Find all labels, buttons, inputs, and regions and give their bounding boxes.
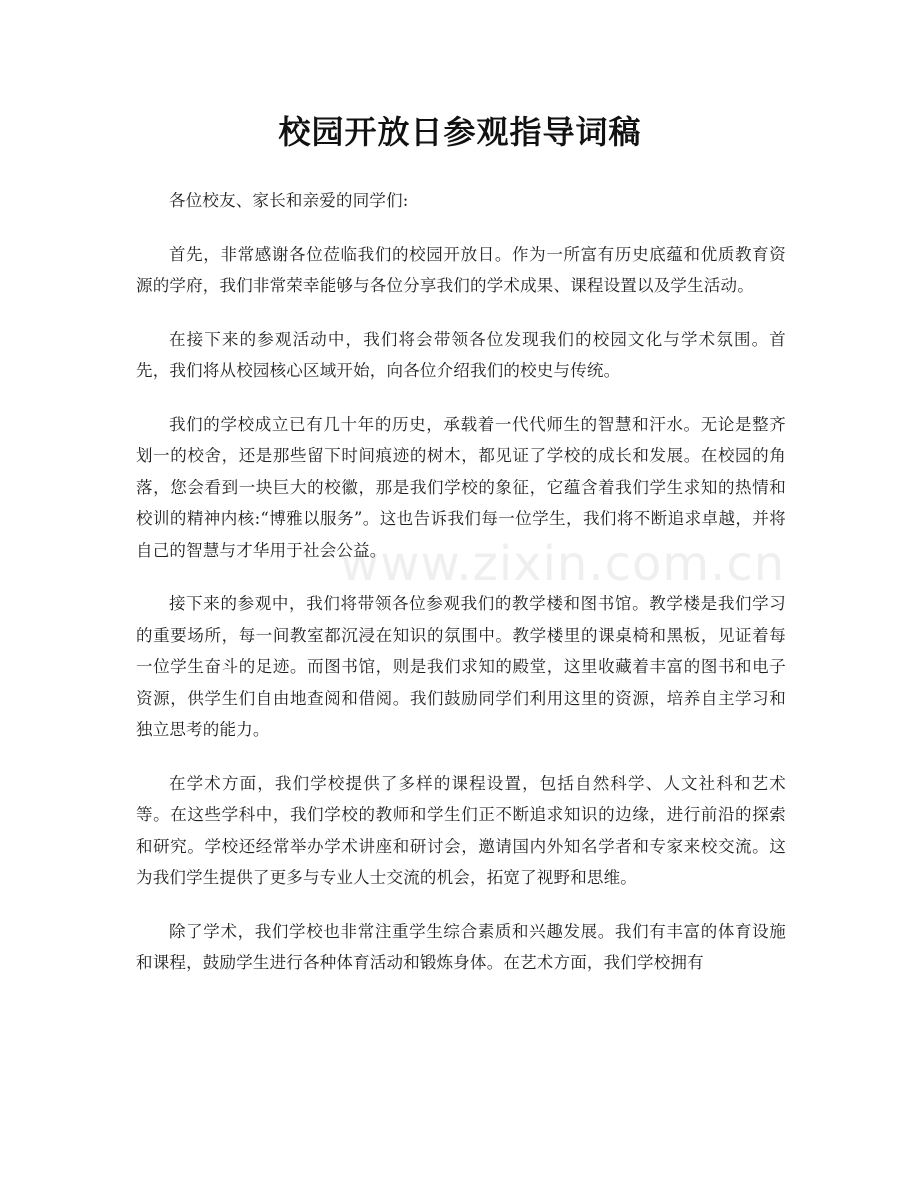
- paragraph: 首先，非常感谢各位莅临我们的校园开放日。作为一所富有历史底蕴和优质教育资源的学府，我们非常荣幸能够与各位分享我们的学术成果、课程设置以及学生活动。: [136, 244, 786, 295]
- document-title: 校园开放日参观指导词稿: [278, 113, 642, 151]
- paragraph: 除了学术，我们学校也非常注重学生综合素质和兴趣发展。我们有丰富的体育设施和课程，鼓励学生进行各种体育活动和锻炼身体。在艺术方面，我们学校拥有: [136, 921, 786, 972]
- paragraph: 在学术方面，我们学校提供了多样的课程设置，包括自然科学、人文社科和艺术等。在这些学科中，我们学校的教师和学生们正不断追求知识的边缘，进行前沿的探索和研究。学校还经常举办学术讲座和研讨会，邀请国内外知名学者和专家来校交流。这为我们学生提供了更多与专业人士交流的机会，拓宽了视野和思维。: [136, 773, 786, 887]
- paragraph: 我们的学校成立已有几十年的历史，承载着一代代师生的智慧和汗水。无论是整齐划一的校舍，还是那些留下时间痕迹的树木，都见证了学校的成长和发展。在校园的角落，您会看到一块巨大的校徽，那是我们学校的象征，它蕴含着我们学生求知的热情和校训的精神内核:“博雅以服务”。这也告诉我们每一位学生，我们将不断追求卓越，并将自己的智慧与才华用于社会公益。: [136, 414, 786, 560]
- paragraph: 在接下来的参观活动中，我们将会带领各位发现我们的校园文化与学术氛围。首先，我们将从校园核心区域开始，向各位介绍我们的校史与传统。: [136, 329, 786, 380]
- document-body: [136, 185, 786, 1001]
- watermark: www.zixin.com.cn: [340, 536, 786, 592]
- paragraph-greeting: 各位校友、家长和亲爱的同学们:: [169, 191, 409, 210]
- paragraph: 接下来的参观中，我们将带领各位参观我们的教学楼和图书馆。教学楼是我们学习的重要场所，每一间教室都沉浸在知识的氛围中。教学楼里的课桌椅和黑板，见证着每一位学生奋斗的足迹。而图书馆，则是我们求知的殿堂，这里收藏着丰富的图书和电子资源，供学生们自由地查阅和借阅。我们鼓励同学们利用这里的资源，培养自主学习和独立思考的能力。: [136, 594, 786, 739]
